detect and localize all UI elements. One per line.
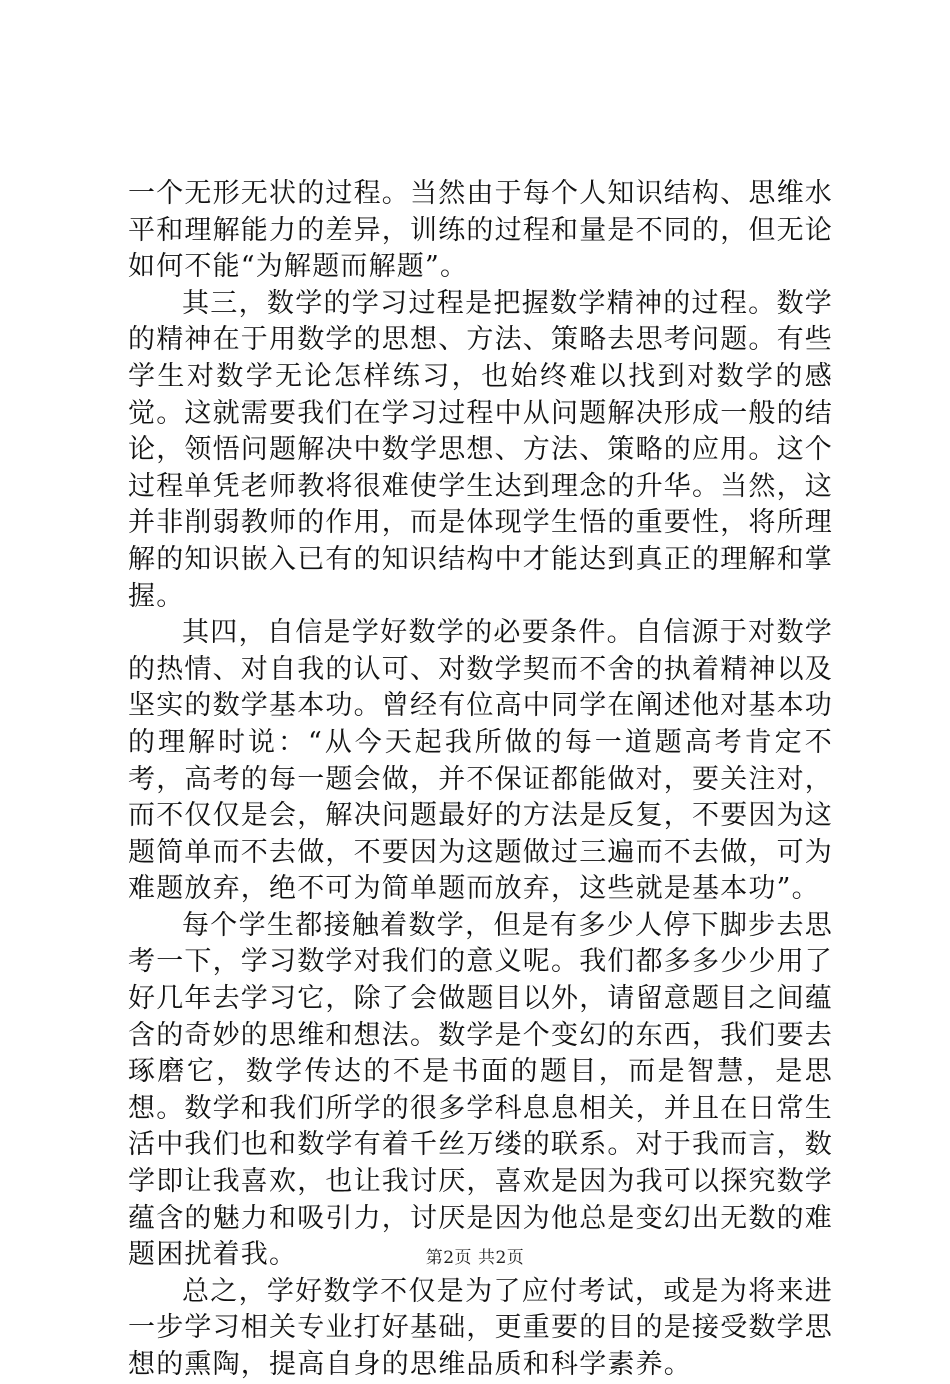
paragraph-point-four: 其四，自信是学好数学的必要条件。自信源于对数学的热情、对自我的认可、对数学契而不舍的执着精神以及坚实的数学基本功。曾经有位高中同学在阐述他对基本功的理解时说：“从今天起我所做的每一道题高考肯定不考，高考的每一题会做，并不保证都能做对，要关注对，而不仅仅是会，解决问题最好的方法是反复，不要因为这题简单而不去做，不要因为这题做过三遍而不去做，可为难题放弃，绝不可为简单题而放弃，这些就是基本功”。 (128, 617, 833, 905)
document-body (128, 176, 833, 1384)
page-number-footer: 第2页 共2页 (425, 1248, 525, 1268)
paragraph-conclusion: 总之，学好数学不仅是为了应付考试，或是为将来进一步学习相关专业打好基础，更重要的目的是接受数学思想的熏陶，提高自身的思维品质和科学素养。 (128, 1275, 833, 1380)
paragraph-continued: 一个无形无状的过程。当然由于每个人知识结构、思维水平和理解能力的差异，训练的过程和量是不同的，但无论如何不能“为解题而解题”。 (128, 178, 833, 283)
paragraph-point-three: 其三，数学的学习过程是把握数学精神的过程。数学的精神在于用数学的思想、方法、策略去思考问题。有些学生对数学无论怎样练习，也始终难以找到对数学的感觉。这就需要我们在学习过程中从问题解决形成一般的结论，领悟问题解决中数学思想、方法、策略的应用。这个过程单凭老师教将很难使学生达到理念的升华。当然，这并非削弱教师的作用，而是体现学生悟的重要性，将所理解的知识嵌入已有的知识结构中才能达到真正的理解和掌握。 (128, 287, 833, 612)
paragraph-reflection: 每个学生都接触着数学，但是有多少人停下脚步去思考一下，学习数学对我们的意义呢。我们都多多少少用了好几年去学习它，除了会做题目以外，请留意题目之间蕴含的奇妙的思维和想法。数学是个变幻的东西，我们要去琢磨它，数学传达的不是书面的题目，而是智慧，是思想。数学和我们所学的很多学科息息相关，并且在日常生活中我们也和数学有着千丝万缕的联系。对于我而言，数学即让我喜欢，也让我讨厌，喜欢是因为我可以探究数学蕴含的魅力和吸引力，讨厌是因为他总是变幻出无数的难题困扰着我。 (128, 909, 833, 1271)
